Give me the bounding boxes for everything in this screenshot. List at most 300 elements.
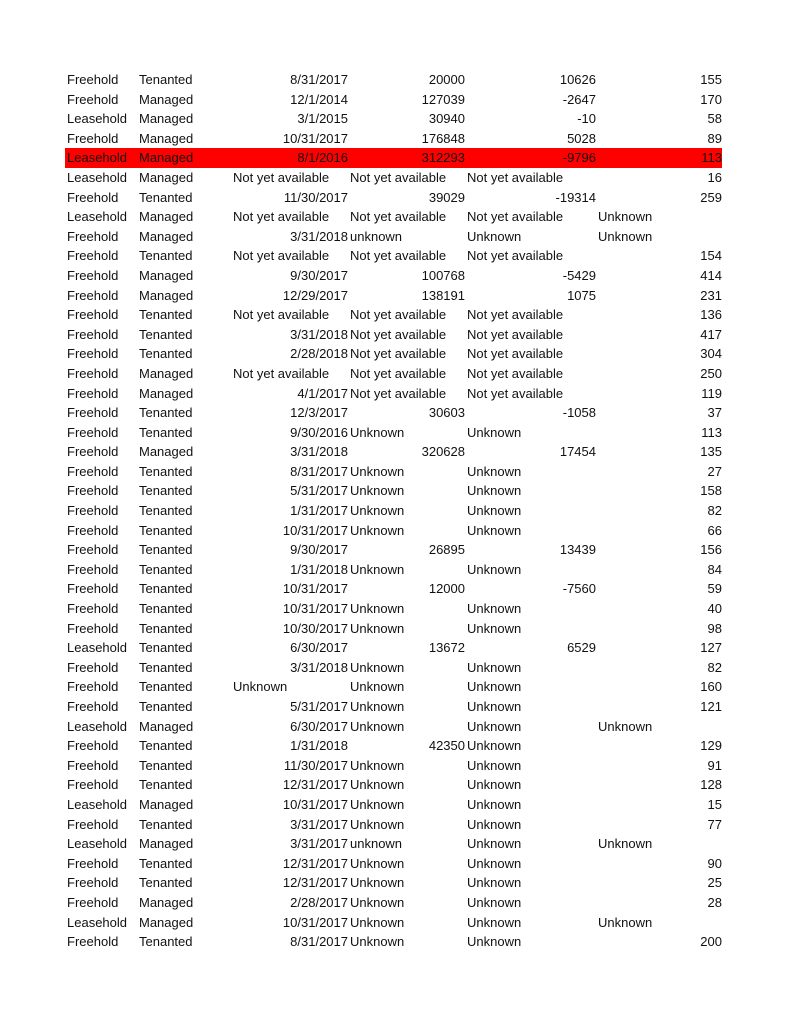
status-cell[interactable] [596,815,659,835]
management-cell[interactable]: Managed [139,169,194,185]
date-cell[interactable]: 11/30/2017 [283,189,348,205]
date-cell[interactable]: 6/30/2017 [290,718,348,734]
table-row[interactable] [65,286,722,306]
change-cell[interactable]: Unknown [467,934,522,950]
status-cell[interactable] [596,168,659,188]
management-cell[interactable]: Managed [139,365,194,381]
count-cell[interactable]: 135 [700,444,722,460]
count-cell[interactable]: 91 [707,757,722,773]
status-cell[interactable] [596,364,659,384]
count-cell[interactable]: 16 [707,169,722,185]
tenure-cell[interactable]: Leasehold [67,169,127,185]
date-cell[interactable]: Not yet available [233,365,330,381]
date-cell[interactable]: 6/30/2017 [290,640,348,656]
tenure-cell[interactable]: Freehold [67,307,119,323]
value-cell[interactable]: 320628 [421,444,465,460]
count-cell[interactable] [659,717,722,737]
date-cell[interactable]: 3/31/2018 [290,228,348,244]
change-cell[interactable]: Not yet available [467,326,564,342]
tenure-cell[interactable]: Freehold [67,189,119,205]
date-cell[interactable]: 1/31/2017 [290,503,348,519]
table-row[interactable] [65,305,722,325]
management-cell[interactable]: Tenanted [139,248,193,264]
status-cell[interactable] [596,638,659,658]
status-cell[interactable] [596,109,659,129]
table-row[interactable] [65,188,722,208]
status-cell[interactable] [596,148,659,168]
tenure-cell[interactable]: Freehold [67,405,119,421]
value-cell[interactable]: Not yet available [350,385,447,401]
table-row[interactable] [65,736,722,756]
change-cell[interactable]: -19314 [555,189,596,205]
status-cell[interactable] [596,481,659,501]
status-cell[interactable] [596,384,659,404]
tenure-cell[interactable]: Freehold [67,542,119,558]
status-cell[interactable] [596,599,659,619]
change-cell[interactable]: Not yet available [467,307,564,323]
tenure-cell[interactable]: Freehold [67,424,119,440]
count-cell[interactable]: 160 [700,679,722,695]
date-cell[interactable]: 10/31/2017 [282,522,348,538]
change-cell[interactable]: -2647 [562,91,596,107]
change-cell[interactable]: Not yet available [467,209,564,225]
management-cell[interactable]: Tenanted [139,542,193,558]
table-row[interactable] [65,227,722,247]
table-row[interactable] [65,90,722,110]
status-cell[interactable] [596,462,659,482]
value-cell[interactable]: Unknown [350,679,405,695]
management-cell[interactable]: Managed [139,385,194,401]
value-cell[interactable]: Not yet available [350,346,447,362]
management-cell[interactable]: Managed [139,796,194,812]
tenure-cell[interactable]: Freehold [67,875,119,891]
status-cell[interactable] [596,344,659,364]
management-cell[interactable]: Tenanted [139,679,193,695]
tenure-cell[interactable]: Freehold [67,228,119,244]
change-cell[interactable]: 6529 [567,640,596,656]
status-cell[interactable] [596,893,659,913]
management-cell[interactable]: Managed [139,111,194,127]
tenure-cell[interactable]: Freehold [67,679,119,695]
count-cell[interactable]: 66 [707,522,722,538]
date-cell[interactable]: 8/31/2017 [290,934,348,950]
management-cell[interactable]: Tenanted [139,522,193,538]
change-cell[interactable]: Not yet available [467,385,564,401]
date-cell[interactable]: 8/31/2017 [290,463,348,479]
table-row[interactable] [65,579,722,599]
count-cell[interactable]: 82 [707,659,722,675]
table-row[interactable] [65,364,722,384]
change-cell[interactable]: Unknown [467,718,522,734]
change-cell[interactable]: 10626 [559,72,596,87]
count-cell[interactable] [659,227,722,247]
status-cell[interactable]: Unknown [598,228,653,244]
status-cell[interactable] [596,677,659,697]
management-cell[interactable]: Managed [139,91,194,107]
table-row[interactable] [65,109,722,129]
management-cell[interactable]: Tenanted [139,483,193,499]
value-cell[interactable]: 12000 [428,581,465,597]
management-cell[interactable]: Tenanted [139,816,193,832]
date-cell[interactable]: 10/31/2017 [282,914,348,930]
status-cell[interactable] [596,423,659,443]
management-cell[interactable]: Managed [139,267,194,283]
change-cell[interactable]: Not yet available [467,248,564,264]
status-cell[interactable]: Unknown [598,718,653,734]
status-cell[interactable] [596,403,659,423]
tenure-cell[interactable]: Freehold [67,522,119,538]
table-row[interactable] [65,129,722,149]
table-row[interactable] [65,148,722,168]
value-cell[interactable]: Unknown [350,875,405,891]
management-cell[interactable]: Managed [139,894,194,910]
value-cell[interactable]: 30603 [428,405,465,421]
tenure-cell[interactable]: Freehold [67,738,119,754]
date-cell[interactable]: 8/1/2016 [231,148,348,168]
change-cell[interactable]: Unknown [467,757,522,773]
count-cell[interactable]: 89 [707,130,722,146]
table-row[interactable] [65,325,722,345]
value-cell[interactable]: Unknown [350,777,405,793]
date-cell[interactable]: 10/31/2017 [282,796,348,812]
change-cell[interactable]: Unknown [467,561,522,577]
tenure-cell[interactable]: Freehold [67,620,119,636]
table-row[interactable] [65,756,722,776]
value-cell[interactable]: Unknown [350,816,405,832]
count-cell[interactable]: 59 [707,581,722,597]
date-cell[interactable]: 9/30/2017 [290,542,348,558]
tenure-cell[interactable]: Leasehold [67,111,127,127]
tenure-cell[interactable]: Freehold [67,267,119,283]
value-cell[interactable]: Unknown [350,424,405,440]
status-cell[interactable] [596,736,659,756]
change-cell[interactable]: Unknown [467,620,522,636]
change-cell[interactable]: 1075 [567,287,596,303]
change-cell[interactable]: Unknown [467,679,522,695]
date-cell[interactable]: 8/31/2017 [290,72,348,87]
date-cell[interactable]: 10/31/2017 [282,581,348,597]
value-cell[interactable]: Unknown [350,718,405,734]
status-cell[interactable] [596,501,659,521]
management-cell[interactable]: Tenanted [139,561,193,577]
table-row[interactable] [65,246,722,266]
date-cell[interactable]: 12/1/2014 [290,91,348,107]
change-cell[interactable]: Unknown [467,463,522,479]
table-row[interactable] [65,815,722,835]
management-cell[interactable]: Managed [137,148,231,168]
tenure-cell[interactable]: Freehold [67,659,119,675]
table-row[interactable] [65,677,722,697]
date-cell[interactable]: 12/31/2017 [282,777,348,793]
table-row[interactable] [65,560,722,580]
change-cell[interactable]: Unknown [467,777,522,793]
status-cell[interactable]: Unknown [598,836,653,852]
tenure-cell[interactable]: Freehold [67,757,119,773]
tenure-cell[interactable]: Freehold [67,777,119,793]
value-cell[interactable]: Unknown [350,601,405,617]
count-cell[interactable]: 37 [707,405,722,421]
table-row[interactable] [65,873,722,893]
count-cell[interactable]: 82 [707,503,722,519]
status-cell[interactable] [596,658,659,678]
table-row[interactable] [65,344,722,364]
management-cell[interactable]: Managed [139,914,194,930]
management-cell[interactable]: Tenanted [139,503,193,519]
table-row[interactable] [65,795,722,815]
change-cell[interactable]: 5028 [567,130,596,146]
management-cell[interactable]: Tenanted [139,346,193,362]
management-cell[interactable]: Managed [139,836,194,852]
status-cell[interactable] [596,756,659,776]
tenure-cell[interactable]: Freehold [67,483,119,499]
tenure-cell[interactable]: Freehold [67,894,119,910]
change-cell[interactable]: -10 [577,111,596,127]
value-cell[interactable]: Unknown [350,757,405,773]
count-cell[interactable]: 25 [707,875,722,891]
change-cell[interactable]: Unknown [467,855,522,871]
status-cell[interactable]: Unknown [598,209,653,225]
value-cell[interactable]: 26895 [428,542,465,558]
management-cell[interactable]: Managed [139,228,194,244]
management-cell[interactable]: Tenanted [139,620,193,636]
status-cell[interactable] [596,246,659,266]
tenure-cell[interactable]: Freehold [67,601,119,617]
management-cell[interactable]: Tenanted [139,855,193,871]
count-cell[interactable] [659,834,722,854]
date-cell[interactable]: 3/31/2018 [290,326,348,342]
management-cell[interactable]: Managed [139,718,194,734]
tenure-cell[interactable]: Freehold [67,248,119,264]
date-cell[interactable]: 2/28/2017 [290,894,348,910]
table-row[interactable] [65,638,722,658]
count-cell[interactable]: 58 [707,111,722,127]
value-cell[interactable]: Unknown [350,620,405,636]
value-cell[interactable]: Not yet available [350,307,447,323]
value-cell[interactable]: Unknown [350,463,405,479]
management-cell[interactable]: Tenanted [139,757,193,773]
date-cell[interactable]: Not yet available [233,169,330,185]
status-cell[interactable] [596,286,659,306]
table-row[interactable] [65,442,722,462]
count-cell[interactable]: 170 [700,91,722,107]
tenure-cell[interactable]: Freehold [67,934,119,950]
change-cell[interactable]: Unknown [467,503,522,519]
value-cell[interactable]: Unknown [350,659,405,675]
count-cell[interactable]: 84 [707,561,722,577]
status-cell[interactable]: Unknown [598,914,653,930]
tenure-cell[interactable]: Leasehold [65,148,137,168]
tenure-cell[interactable]: Freehold [67,365,119,381]
table-row[interactable] [65,70,722,90]
table-row[interactable] [65,207,722,227]
tenure-cell[interactable]: Freehold [67,287,119,303]
management-cell[interactable]: Tenanted [139,601,193,617]
change-cell[interactable]: 17454 [559,444,596,460]
management-cell[interactable]: Managed [139,209,194,225]
count-cell[interactable]: 98 [707,620,722,636]
date-cell[interactable]: 3/31/2018 [290,444,348,460]
date-cell[interactable]: 1/31/2018 [290,561,348,577]
value-cell[interactable]: 100768 [421,267,465,283]
value-cell[interactable]: 176848 [421,130,465,146]
management-cell[interactable]: Tenanted [139,581,193,597]
tenure-cell[interactable]: Freehold [67,346,119,362]
status-cell[interactable] [596,521,659,541]
status-cell[interactable] [596,873,659,893]
tenure-cell[interactable]: Leasehold [67,836,127,852]
count-cell[interactable] [659,207,722,227]
status-cell[interactable] [596,619,659,639]
change-cell[interactable]: Unknown [467,228,522,244]
value-cell[interactable]: Unknown [350,855,405,871]
management-cell[interactable]: Tenanted [139,640,193,656]
tenure-cell[interactable]: Freehold [67,561,119,577]
management-cell[interactable]: Tenanted [139,699,193,714]
status-cell[interactable] [596,775,659,795]
tenure-cell[interactable]: Freehold [67,503,119,519]
management-cell[interactable]: Managed [139,287,194,303]
change-cell[interactable]: -5429 [562,267,596,283]
change-cell[interactable]: Unknown [467,601,522,617]
value-cell[interactable]: Unknown [350,503,405,519]
value-cell[interactable]: 13672 [428,640,465,656]
table-row[interactable] [65,854,722,874]
status-cell[interactable] [596,266,659,286]
count-cell[interactable]: 121 [700,699,722,714]
date-cell[interactable]: 9/30/2017 [290,267,348,283]
count-cell[interactable]: 15 [707,796,722,812]
management-cell[interactable]: Tenanted [139,405,193,421]
management-cell[interactable]: Tenanted [139,326,193,342]
change-cell[interactable]: Unknown [467,836,522,852]
count-cell[interactable]: 127 [700,640,722,656]
date-cell[interactable]: Not yet available [233,209,330,225]
change-cell[interactable]: Unknown [467,796,522,812]
tenure-cell[interactable]: Freehold [67,385,119,401]
count-cell[interactable]: 40 [707,601,722,617]
table-row[interactable] [65,540,722,560]
count-cell[interactable]: 414 [700,267,722,283]
value-cell[interactable]: 127039 [421,91,465,107]
management-cell[interactable]: Tenanted [139,875,193,891]
status-cell[interactable] [596,442,659,462]
count-cell[interactable] [659,913,722,933]
count-cell[interactable]: 113 [659,148,722,168]
table-row[interactable] [65,501,722,521]
date-cell[interactable]: 12/3/2017 [290,405,348,421]
date-cell[interactable]: 3/31/2018 [290,659,348,675]
date-cell[interactable]: Unknown [233,679,288,695]
change-cell[interactable]: 13439 [559,542,596,558]
table-row[interactable] [65,932,722,952]
date-cell[interactable]: 3/31/2017 [290,836,348,852]
value-cell[interactable]: Unknown [350,561,405,577]
change-cell[interactable]: Unknown [467,816,522,832]
value-cell[interactable]: Not yet available [350,326,447,342]
count-cell[interactable]: 77 [707,816,722,832]
status-cell[interactable] [596,854,659,874]
value-cell[interactable]: 312293 [348,148,465,168]
status-cell[interactable] [596,579,659,599]
count-cell[interactable]: 136 [700,307,722,323]
date-cell[interactable]: Not yet available [233,307,330,323]
change-cell[interactable]: Unknown [467,483,522,499]
table-row[interactable] [65,384,722,404]
management-cell[interactable]: Tenanted [139,777,193,793]
status-cell[interactable] [596,70,659,90]
date-cell[interactable]: 10/30/2017 [282,620,348,636]
date-cell[interactable]: Not yet available [233,248,330,264]
tenure-cell[interactable]: Freehold [67,326,119,342]
change-cell[interactable]: Not yet available [467,346,564,362]
table-row[interactable] [65,697,722,717]
value-cell[interactable]: 30940 [428,111,465,127]
count-cell[interactable]: 156 [700,542,722,558]
tenure-cell[interactable]: Freehold [67,130,119,146]
change-cell[interactable]: Unknown [467,659,522,675]
table-row[interactable] [65,913,722,933]
table-row[interactable] [65,834,722,854]
change-cell[interactable]: -9796 [465,148,596,168]
count-cell[interactable]: 200 [700,934,722,950]
count-cell[interactable]: 119 [701,385,722,401]
date-cell[interactable]: 5/31/2017 [290,483,348,499]
value-cell[interactable]: unknown [350,836,403,852]
change-cell[interactable]: Unknown [467,522,522,538]
date-cell[interactable]: 4/1/2017 [297,385,348,401]
status-cell[interactable] [596,305,659,325]
status-cell[interactable] [596,560,659,580]
change-cell[interactable]: -7560 [562,581,596,597]
value-cell[interactable]: Unknown [350,699,405,714]
tenure-cell[interactable]: Leasehold [67,796,127,812]
table-row[interactable] [65,462,722,482]
table-row[interactable] [65,775,722,795]
value-cell[interactable]: Not yet available [350,248,447,264]
value-cell[interactable]: Unknown [350,483,405,499]
status-cell[interactable] [596,188,659,208]
change-cell[interactable]: Unknown [467,699,522,714]
status-cell[interactable] [596,325,659,345]
tenure-cell[interactable]: Leasehold [67,914,127,930]
management-cell[interactable]: Tenanted [139,463,193,479]
value-cell[interactable]: Not yet available [350,209,447,225]
status-cell[interactable] [596,90,659,110]
value-cell[interactable]: 42350 [428,738,465,754]
date-cell[interactable]: 12/29/2017 [282,287,348,303]
table-row[interactable] [65,403,722,423]
status-cell[interactable] [596,932,659,952]
value-cell[interactable]: Unknown [350,914,405,930]
tenure-cell[interactable]: Freehold [67,444,119,460]
management-cell[interactable]: Tenanted [139,659,193,675]
value-cell[interactable]: Not yet available [350,169,447,185]
status-cell[interactable] [596,129,659,149]
count-cell[interactable]: 28 [707,894,722,910]
count-cell[interactable]: 90 [707,855,722,871]
table-row[interactable] [65,717,722,737]
management-cell[interactable]: Managed [139,130,194,146]
date-cell[interactable]: 9/30/2016 [290,424,348,440]
change-cell[interactable]: Unknown [467,738,522,754]
count-cell[interactable]: 155 [700,72,722,87]
count-cell[interactable]: 113 [701,424,722,440]
count-cell[interactable]: 154 [700,248,722,264]
management-cell[interactable]: Tenanted [139,72,193,87]
change-cell[interactable]: Unknown [467,875,522,891]
count-cell[interactable]: 231 [700,287,722,303]
value-cell[interactable]: 138191 [421,287,465,303]
